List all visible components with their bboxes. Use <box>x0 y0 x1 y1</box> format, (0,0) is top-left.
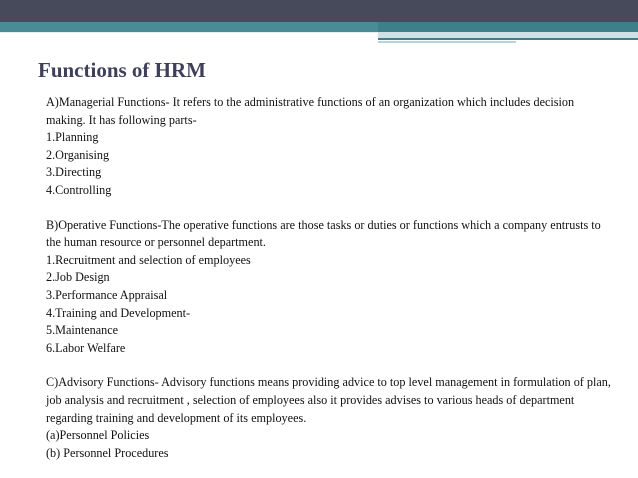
header-light-strip <box>378 32 638 38</box>
spacer <box>46 357 616 374</box>
header-divider-line <box>0 32 378 33</box>
list-item: 3.Directing <box>46 165 102 180</box>
list-item: 4.Controlling <box>46 182 112 197</box>
header-decorative-line <box>378 41 516 43</box>
section-c-intro: C)Advisory Functions- Advisory functions means providing advice to top level management in formulation of plan, job analysis and recruitment , selection of employees also it provides advises to various heads of department regarding training and development of its employees. <box>46 375 611 425</box>
list-item: 4.Training and Development- <box>46 305 191 320</box>
list-item: 2.Job Design <box>46 270 110 285</box>
list-item: 1.Recruitment and selection of employees <box>46 252 251 267</box>
list-item: 2.Organising <box>46 147 110 162</box>
header-dark-bar <box>0 0 638 22</box>
slide-title: Functions of HRM <box>38 58 206 82</box>
list-item: 5.Maintenance <box>46 323 119 338</box>
list-item: (b) Personnel Procedures <box>46 445 169 460</box>
list-item: 3.Performance Appraisal <box>46 287 168 302</box>
slide-body <box>46 94 616 462</box>
section-b-intro: B)Operative Functions-The operative functions are those tasks or duties or functions which a company entrusts to the human resource or personnel department. <box>46 217 601 250</box>
list-item: (a)Personnel Policies <box>46 428 150 443</box>
spacer <box>46 200 616 217</box>
list-item: 1.Planning <box>46 130 99 145</box>
list-item: 6.Labor Welfare <box>46 340 126 355</box>
section-a-intro: A)Managerial Functions- It refers to the administrative functions of an organization which includes decision making. It has following parts- <box>46 95 575 127</box>
